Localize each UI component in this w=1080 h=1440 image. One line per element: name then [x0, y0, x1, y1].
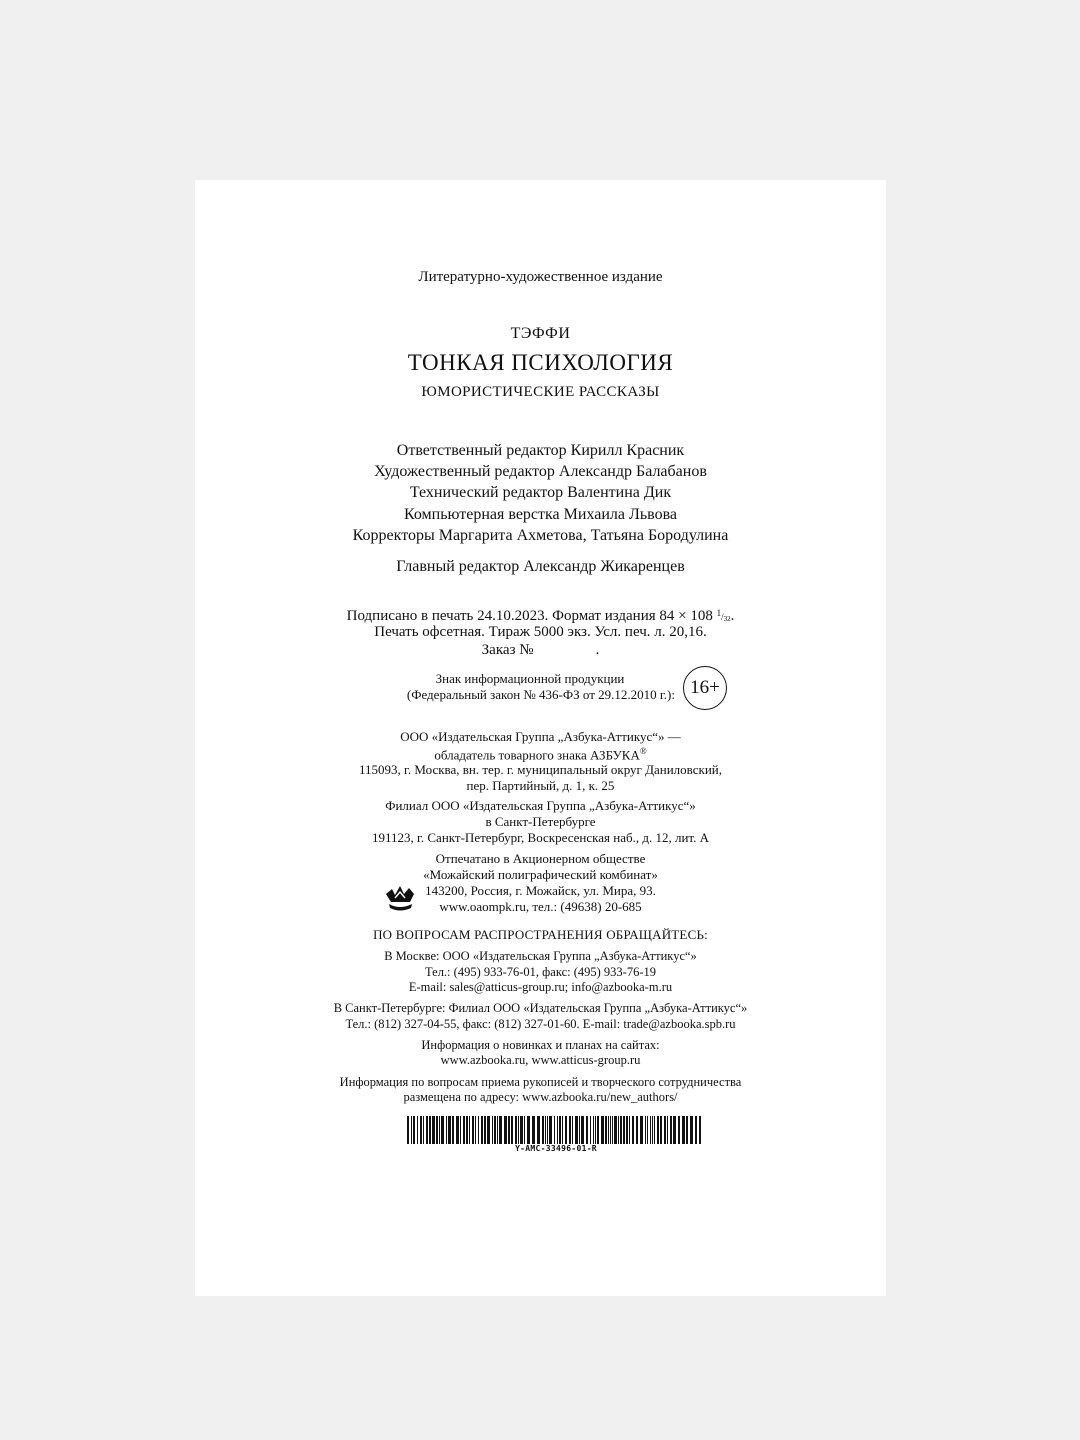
barcode-bar: [537, 1116, 540, 1144]
barcode-bar: [413, 1116, 415, 1144]
barcode-bar: [595, 1116, 596, 1144]
publisher-line: обладатель товарного знака АЗБУКА®: [434, 746, 647, 763]
chief-editor: Главный редактор Александр Жикаренцев: [396, 558, 685, 575]
barcode-bar: [417, 1116, 418, 1144]
barcode-bar: [407, 1116, 409, 1144]
barcode-bar: [629, 1116, 630, 1144]
barcode-bar: [673, 1116, 676, 1144]
credit-line: Ответственный редактор Кирилл Красник: [396, 442, 685, 459]
barcode-bar: [542, 1116, 544, 1144]
barcode-bar: [481, 1116, 483, 1144]
barcode-bar: [520, 1116, 523, 1144]
barcode-bar: [432, 1116, 435, 1144]
barcode-bar: [439, 1116, 440, 1144]
barcode-bar: [586, 1116, 588, 1144]
barcode-bar: [652, 1116, 653, 1144]
credit-line: Компьютерная верстка Михаила Львова: [403, 506, 678, 523]
print-details-line-1: Подписано в печать 24.10.2023. Формат издания 84 × 108 $^1/_{32}$.: [346, 608, 735, 624]
barcode-bar: [612, 1116, 613, 1144]
printer-line: 143200, Россия, г. Можайск, ул. Мира, 93.: [425, 883, 656, 898]
barcode-bar: [593, 1116, 594, 1144]
barcode-bar: [463, 1116, 465, 1144]
barcode-bar: [448, 1116, 451, 1144]
barcode-bar: [601, 1116, 604, 1144]
printer-line: www.oaompk.ru, тел.: (49638) 20-685: [439, 899, 642, 914]
printer-line: Отпечатано в Акционерном обществе: [435, 851, 646, 866]
barcode-bar: [686, 1116, 688, 1144]
barcode-bar: [557, 1116, 558, 1144]
barcode-bar: [436, 1116, 438, 1144]
barcode-bar: [667, 1116, 668, 1144]
barcode-bar: [581, 1116, 584, 1144]
news-info-line: Информация о новинках и планах на сайтах:: [421, 1038, 660, 1052]
branch-line: 191123, г. Санкт-Петербург, Воскресенская наб., д. 12, лит. А: [372, 830, 709, 845]
barcode-bar: [426, 1116, 428, 1144]
barcode-bar: [650, 1116, 651, 1144]
barcode-bar: [469, 1116, 470, 1144]
barcode-bar: [532, 1116, 535, 1144]
publisher-line: пер. Партийный, д. 1, к. 25: [466, 778, 615, 793]
barcode-bar: [626, 1116, 628, 1144]
barcode-bar: [654, 1116, 655, 1144]
order-number: Заказ № .: [481, 642, 600, 658]
barcode-bar: [682, 1116, 685, 1144]
barcode-bar: [559, 1116, 561, 1144]
barcode-bar: [640, 1116, 643, 1144]
barcode-bar: [590, 1116, 591, 1144]
barcode-bar: [620, 1116, 622, 1144]
age-mark-label: Знак информационной продукции: [435, 671, 625, 686]
barcode-bar: [690, 1116, 693, 1144]
news-info-line: www.azbooka.ru, www.atticus-group.ru: [440, 1053, 641, 1067]
barcode-bar: [499, 1116, 502, 1144]
barcode-bar: [569, 1116, 571, 1144]
book-imprint-page: [195, 180, 886, 1296]
barcode-bar: [605, 1116, 607, 1144]
barcode-bar: [515, 1116, 517, 1144]
barcode-bar: [504, 1116, 507, 1144]
branch-line: Филиал ООО «Издательская Группа „Азбука-Аттикус“»: [385, 798, 696, 813]
credit-line: Художественный редактор Александр Балабанов: [374, 463, 707, 480]
barcode-bar: [579, 1116, 580, 1144]
barcode-bar: [518, 1116, 519, 1144]
barcode-bar: [441, 1116, 444, 1144]
barcode-bar: [492, 1116, 493, 1144]
barcode-bar: [645, 1116, 646, 1144]
barcode-bar: [618, 1116, 619, 1144]
print-details-line-2: Печать офсетная. Тираж 5000 экз. Усл. печ. л. 20,16.: [374, 624, 707, 640]
barcode-bar: [647, 1116, 648, 1144]
barcode-bar: [660, 1116, 662, 1144]
barcode-bar: [547, 1116, 548, 1144]
barcode-bar: [460, 1116, 461, 1144]
barcode-bar: [670, 1116, 672, 1144]
barcode-bar: [554, 1116, 555, 1144]
barcode-bar: [423, 1116, 424, 1144]
manuscripts-info-line: Информация по вопросам приема рукописей и творческого сотрудничества: [339, 1075, 742, 1089]
distribution-spb-line: Тел.: (812) 327-04-55, факс: (812) 327-01-60. E-mail: trade@azbooka.spb.ru: [345, 1017, 736, 1031]
barcode-bar: [472, 1116, 474, 1144]
book-subtitle: ЮМОРИСТИЧЕСКИЕ РАССКАЗЫ: [421, 384, 660, 400]
branch-line: в Санкт-Петербурге: [485, 814, 596, 829]
credit-line: Корректоры Маргарита Ахметова, Татьяна Бородулина: [352, 527, 729, 544]
author-name: ТЭФФИ: [510, 325, 571, 342]
barcode-bar: [545, 1116, 546, 1144]
publisher-line: ООО «Издательская Группа „Азбука-Аттикус“» —: [400, 729, 681, 744]
manuscripts-info-line: размещена по адресу: www.azbooka.ru/new_authors/: [403, 1090, 678, 1104]
barcode-bar: [562, 1116, 563, 1144]
barcode-bar: [478, 1116, 479, 1144]
barcode-bar: [678, 1116, 680, 1144]
barcode-bar: [475, 1116, 476, 1144]
edition-type: Литературно-художественное издание: [418, 269, 663, 285]
barcode-bar: [575, 1116, 578, 1144]
barcode-bar: [657, 1116, 659, 1144]
distribution-moscow-line: E-mail: sales@atticus-group.ru; info@azbooka-m.ru: [408, 980, 673, 994]
printer-line: «Можайский полиграфический комбинат»: [423, 867, 658, 882]
barcode-bar: [508, 1116, 510, 1144]
age-rating-badge: 16+: [683, 666, 727, 710]
distribution-moscow-line: Тел.: (495) 933-76-01, факс: (495) 933-76-19: [424, 965, 657, 979]
barcode-bar: [614, 1116, 617, 1144]
barcode-bar: [565, 1116, 567, 1144]
barcode-bar: [420, 1116, 422, 1144]
barcode-image: [407, 1116, 705, 1144]
barcode-bar: [524, 1116, 525, 1144]
barcode-bar: [452, 1116, 454, 1144]
book-title: ТОНКАЯ ПСИХОЛОГИЯ: [407, 350, 674, 375]
barcode-bar: [699, 1116, 701, 1144]
barcode-bar: [487, 1116, 490, 1144]
barcode-bar: [636, 1116, 638, 1144]
barcode-bar: [497, 1116, 498, 1144]
distribution-moscow-line: В Москве: ООО «Издательская Группа „Азбука-Аттикус“»: [384, 949, 697, 963]
barcode-bar: [623, 1116, 625, 1144]
barcode-bar: [572, 1116, 573, 1144]
barcode-bar: [610, 1116, 611, 1144]
format-fraction: $^1/_{32}$: [716, 608, 731, 623]
barcode-bar: [527, 1116, 530, 1144]
publisher-line: 115093, г. Москва, вн. тер. г. муниципальный округ Даниловский,: [359, 762, 722, 777]
barcode-bar: [549, 1116, 552, 1144]
barcode-bar: [664, 1116, 666, 1144]
barcode-bar: [597, 1116, 599, 1144]
barcode-bar: [466, 1116, 468, 1144]
credit-line: Технический редактор Валентина Дик: [409, 484, 672, 501]
barcode-bar: [608, 1116, 609, 1144]
registered-mark: ®: [639, 746, 647, 756]
barcode-bar: [695, 1116, 697, 1144]
distribution-heading: ПО ВОПРОСАМ РАСПРОСТРАНЕНИЯ ОБРАЩАЙТЕСЬ:: [373, 927, 708, 942]
barcode-bar: [511, 1116, 513, 1144]
barcode-bar: [456, 1116, 459, 1144]
distribution-spb-line: В Санкт-Петербурге: Филиал ООО «Издательская Группа „Азбука-Аттикус“»: [333, 1001, 748, 1015]
barcode-bar: [484, 1116, 486, 1144]
age-mark-law: (Федеральный закон № 436-ФЗ от 29.12.2010 г.):: [406, 687, 675, 702]
barcode-bar: [429, 1116, 431, 1144]
barcode-bar: [446, 1116, 447, 1144]
barcode-bar: [411, 1116, 412, 1144]
barcode-code: Y-AMC-33496-01-R: [515, 1144, 597, 1153]
barcode-bar: [632, 1116, 634, 1144]
barcode-bar: [494, 1116, 496, 1144]
